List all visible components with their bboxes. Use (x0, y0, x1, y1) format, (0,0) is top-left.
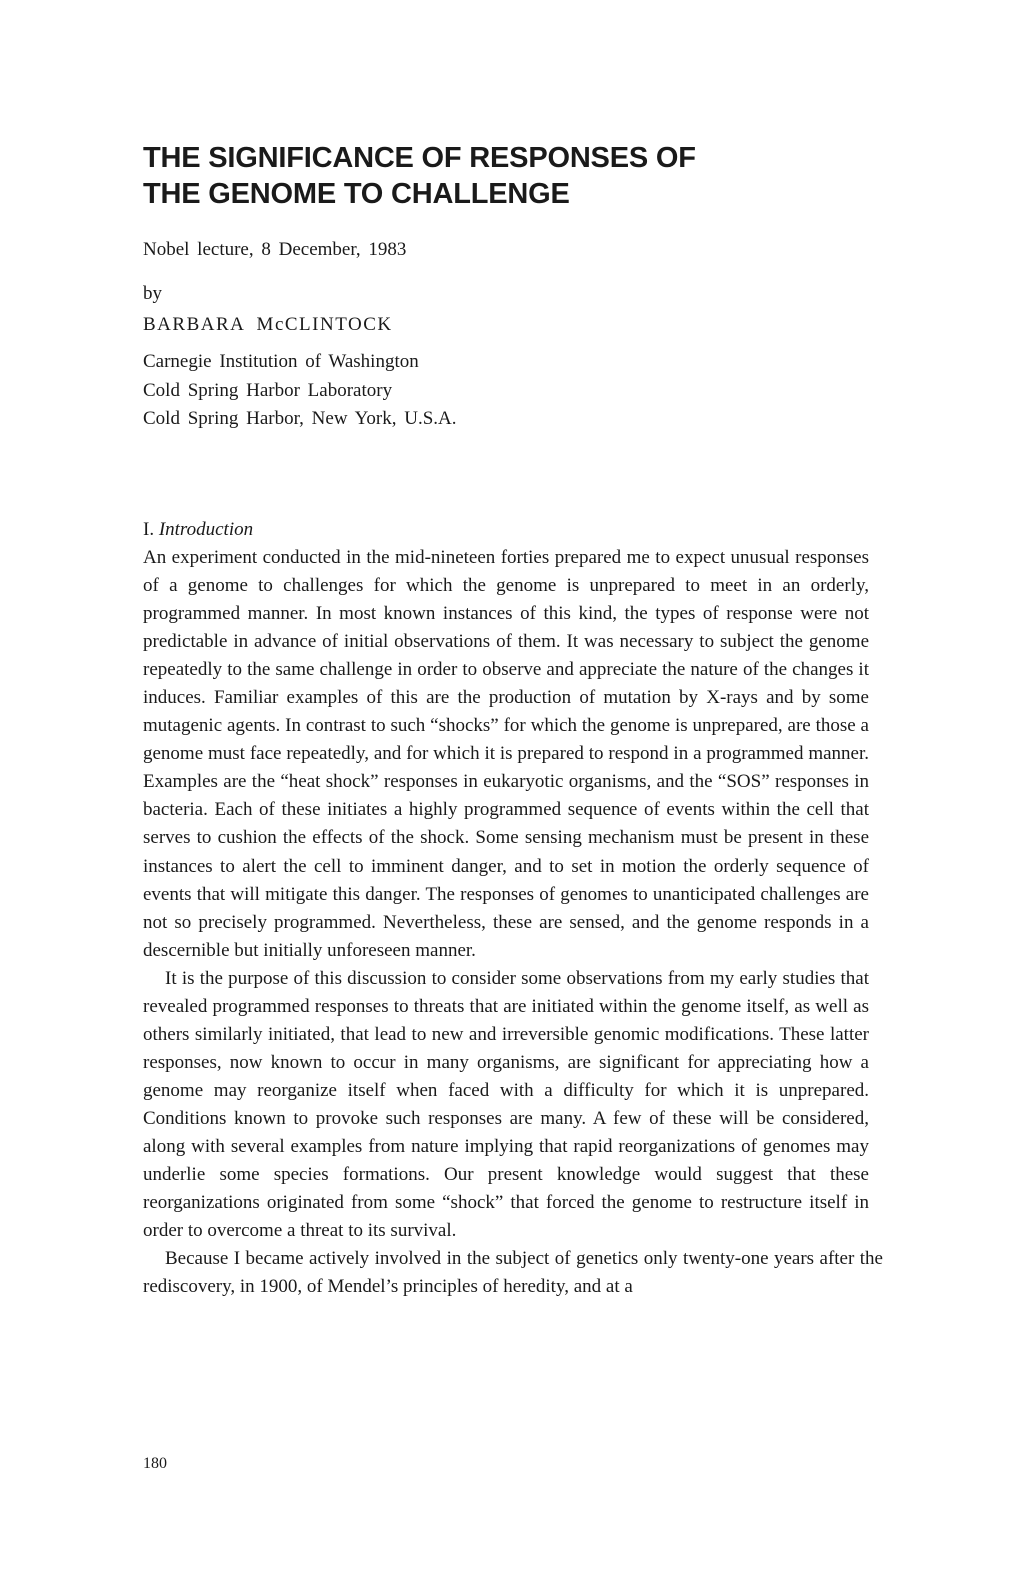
section-heading (143, 518, 253, 542)
title-line-2: THE GENOME TO CHALLENGE (143, 178, 570, 210)
affiliation-block (143, 348, 457, 434)
paragraph: An experiment conducted in the mid-nineteen forties prepared me to expect unusual responses of a genome to challenges for which the genome is unprepared to meet in an orderly, programmed manner. In most known instances of this kind, the types of response were not predictable in advance of initial observations of them. It was necessary to subject the genome repeatedly to the same challenge in order to observe and appreciate the nature of the changes it induces. Familiar examples of this are the production of mutation by X-rays and by some mutagenic agents. In contrast to such “shocks” for which the genome is unprepared, are those a genome must face repeatedly, and for which it is prepared to respond in a programmed manner. Examples are the “heat shock” responses in eukaryotic organisms, and the “SOS” responses in bacteria. Each of these initiates a highly programmed sequence of events within the cell that serves to cushion the effects of the shock. Some sensing mechanism must be present in these instances to alert the cell to imminent danger, and to set in motion the orderly sequence of events that will mitigate this danger. The responses of genomes to unanticipated challenges are not so precisely programmed. Nevertheless, these are sensed, and the genome responds in a descernible but initially unforeseen manner. (143, 547, 869, 961)
lecture-info: Nobel lecture, 8 December, 1983 (143, 239, 407, 260)
paragraph: Because I became actively involved in the subject of genetics only twenty-one years after the rediscovery, in 1900, of Mendel’s principles of heredity, and at a (143, 1248, 883, 1298)
byline-by: by (143, 283, 162, 304)
affiliation-line: Cold Spring Harbor, New York, U.S.A. (143, 408, 457, 429)
affiliation-line: Carnegie Institution of Washington (143, 351, 419, 372)
section-title: Introduction (158, 519, 254, 540)
body-text (143, 544, 883, 1301)
section-number: I. (143, 519, 155, 540)
lecture-title (143, 140, 883, 212)
author-name: BARBARA McCLINTOCK (143, 314, 393, 335)
page-number: 180 (143, 1455, 167, 1472)
title-line-1: THE SIGNIFICANCE OF RESPONSES OF (143, 142, 696, 174)
affiliation-line: Cold Spring Harbor Laboratory (143, 379, 393, 401)
paragraph: It is the purpose of this discussion to consider some observations from my early studies that revealed programmed responses to threats that are initiated within the genome itself, as well as others similarly initiated, that lead to new and irreversible genomic modifications. These latter responses, now known to occur in many organisms, are significant for appreciating how a genome may reorganize itself when faced with a difficulty for which it is unprepared. Conditions known to provoke such responses are many. A few of these will be considered, along with several examples from nature implying that rapid reorganizations of genomes may underlie some species formations. Our present knowledge would suggest that these reorganizations originated from some “shock” that forced the genome to restructure itself in order to overcome a threat to its survival. (143, 967, 869, 1242)
